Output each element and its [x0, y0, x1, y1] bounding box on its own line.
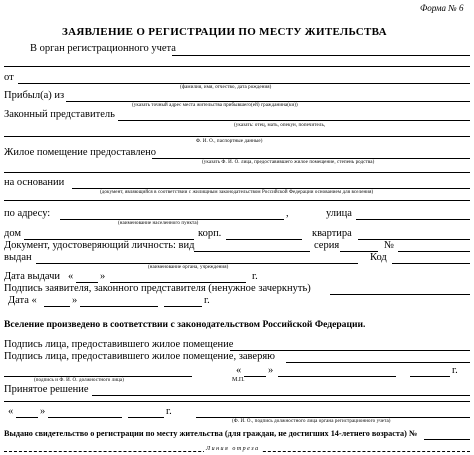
street-label: улица [326, 208, 352, 219]
address-label: по адресу: [4, 208, 51, 219]
issued-field[interactable] [36, 263, 358, 264]
authority-field-2[interactable] [4, 66, 470, 67]
id-doc-type-field[interactable] [194, 251, 310, 252]
signature-label: Подпись заявителя, законного представителя (ненужное зачеркнуть) [4, 283, 311, 294]
cert-quote-close: » [268, 365, 274, 376]
number-label: № [384, 240, 395, 251]
decision-quote-open: « [8, 406, 14, 417]
hint-rep-2: Ф. И. О., паспортные данные) [196, 139, 263, 144]
hint-basis: (документ, являющийся в соответствии с жилищным законодательством Российской Федерации основанием для вселения) [100, 190, 374, 195]
street-field[interactable] [356, 219, 470, 220]
basis-field[interactable] [72, 188, 470, 189]
number-field[interactable] [398, 251, 470, 252]
apartment-label: квартира [312, 228, 352, 239]
id-doc-label: Документ, удостоверяющий личность: вид [4, 240, 195, 251]
date-year-field[interactable] [164, 306, 202, 307]
fio-field[interactable] [18, 83, 470, 84]
issue-date-label: Дата выдачи [4, 271, 61, 282]
decision-day-field[interactable] [16, 417, 38, 418]
provider-cert-label: Подпись лица, предоставившего жилое помещение, заверяю [4, 351, 275, 362]
cert-day-field[interactable] [244, 376, 266, 377]
series-label: серия [314, 240, 340, 251]
basis-label: на основании [4, 177, 65, 188]
decision-quote-close: » [40, 406, 46, 417]
date-month-field[interactable] [80, 306, 158, 307]
decision-field-2[interactable] [4, 401, 470, 402]
cert-year-field[interactable] [410, 376, 450, 377]
date-label: Дата « [8, 295, 37, 306]
cert-month-field[interactable] [278, 376, 396, 377]
decision-year-field[interactable] [128, 417, 164, 418]
date-day-field[interactable] [44, 306, 70, 307]
issue-year-label: г. [252, 271, 258, 282]
settlement-field[interactable] [60, 219, 284, 220]
form-number: Форма № 6 [420, 3, 464, 13]
provider-field-2[interactable] [4, 172, 470, 173]
hint-fio: (фамилия, имя, отчество, дата рождения) [180, 85, 272, 90]
form-title: ЗАЯВЛЕНИЕ О РЕГИСТРАЦИИ ПО МЕСТУ ЖИТЕЛЬСТВА [62, 26, 387, 38]
legal-rep-field-2[interactable] [4, 136, 470, 137]
hint-official: (подпись и Ф. И. О. должностного лица) [34, 378, 124, 383]
legal-rep-label: Законный представитель [4, 109, 115, 120]
signature-field[interactable] [330, 294, 470, 295]
provider-cert-field[interactable] [286, 362, 470, 363]
authority-label: В орган регистрационного учета [30, 43, 176, 54]
decision-field[interactable] [92, 395, 470, 396]
official-signature-field[interactable] [4, 376, 192, 377]
hint-org: (наименование органа, учреждения) [148, 265, 229, 270]
decision-year-label: г. [166, 406, 172, 417]
hint-reg-official: (Ф. И. О., подпись должностного лица органа регистрационного учета) [232, 419, 391, 424]
code-field[interactable] [392, 263, 470, 264]
issue-date-quote-close: » [100, 271, 106, 282]
code-label: Код [370, 252, 387, 263]
house-label: дом [4, 228, 22, 239]
prev-address-field[interactable] [66, 101, 470, 102]
cert-quote-open: « [236, 365, 242, 376]
date-quote-close: » [72, 295, 78, 306]
housing-provided-label: Жилое помещение предоставлено [4, 147, 157, 158]
decision-month-field[interactable] [48, 417, 122, 418]
apartment-field[interactable] [358, 239, 470, 240]
building-label: корп. [198, 228, 222, 239]
provider-signature-label: Подпись лица, предоставившего жилое помещение [4, 339, 234, 350]
hint-provider: (указать Ф. И. О. лица, предоставившего жилое помещение, степень родства) [202, 160, 375, 165]
arrived-from-label: Прибыл(а) из [4, 90, 65, 101]
legal-rep-field[interactable] [118, 120, 470, 121]
certificate-number-field[interactable] [424, 439, 470, 440]
hint-rep: (указать: отец, мать, опекун, попечитель, [234, 123, 326, 128]
from-label: от [4, 72, 14, 83]
decision-label: Принятое решение [4, 384, 89, 395]
settlement-statement: Вселение произведено в соответствии с законодательством Российской Федерации. [4, 319, 366, 330]
date-year-label: г. [204, 295, 210, 306]
stamp-label: М.П. [232, 377, 245, 383]
issued-label: выдан [4, 252, 32, 263]
provider-field[interactable] [152, 158, 470, 159]
basis-field-2[interactable] [4, 200, 470, 201]
cert-year-label: г. [452, 365, 458, 376]
address-comma: , [286, 208, 289, 219]
hint-prev-address: (указать точный адрес места жительства прибывшего(ей) гражданина(ки)) [132, 103, 298, 108]
issue-date-quote-open: « [68, 271, 74, 282]
cut-line-label: Линия отреза [206, 446, 260, 452]
authority-field[interactable] [172, 55, 470, 56]
building-field[interactable] [226, 239, 302, 240]
reg-official-field[interactable] [196, 417, 470, 418]
certificate-issued-label: Выдано свидетельство о регистрации по месту жительства (для граждан, не достигших 14-летнего возраста) № [4, 429, 418, 438]
hint-settlement: (наименование населенного пункта) [118, 221, 199, 226]
